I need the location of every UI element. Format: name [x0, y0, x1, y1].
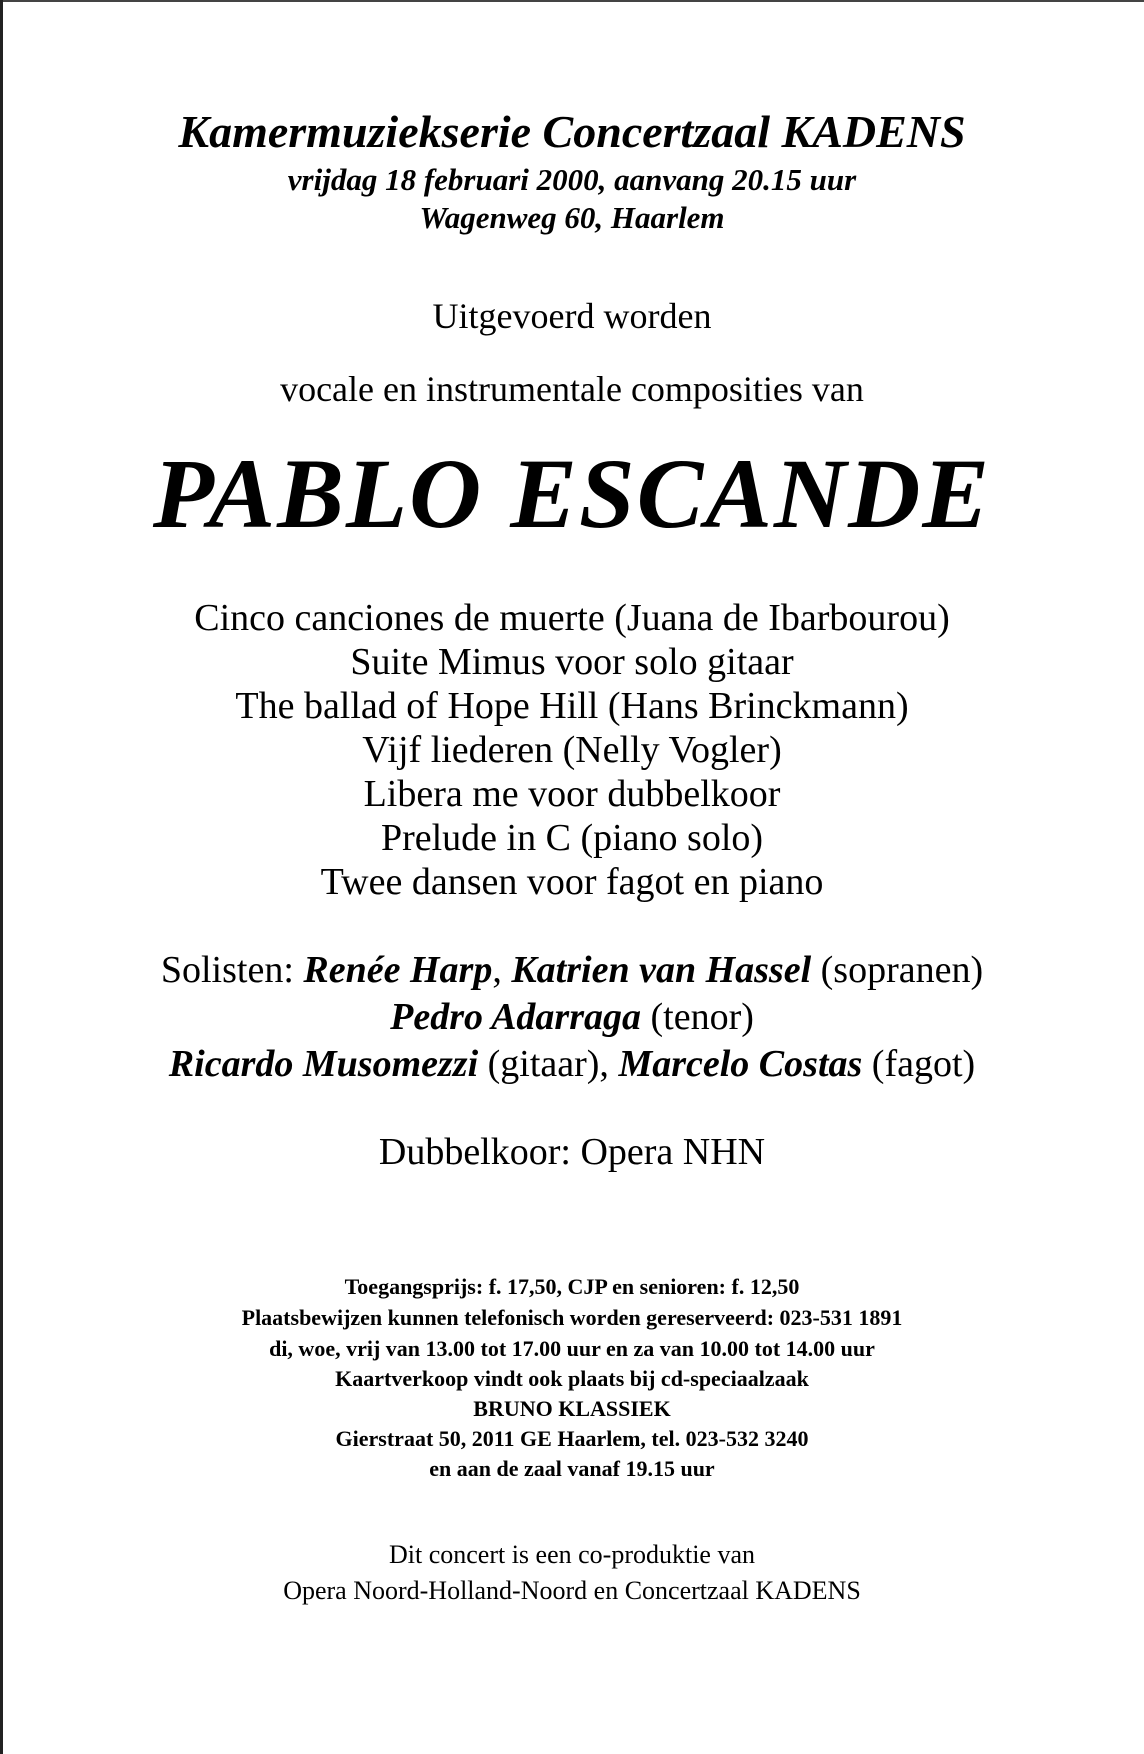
soloist-role: (tenor): [650, 996, 754, 1038]
work-item: Vijf liederen (Nelly Vogler): [362, 729, 782, 771]
series-title: Kamermuziekserie Concertzaal KADENS: [178, 106, 966, 157]
composer-name: PABLO ESCANDE: [152, 438, 992, 549]
work-item: Cinco canciones de muerte (Juana de Ibarbourou): [194, 597, 950, 639]
soloists-line-2: [0, 995, 1144, 1039]
soloist-role: (sopranen): [820, 949, 984, 991]
soloist-name: Katrien van Hassel: [511, 949, 812, 991]
ticket-info-line: Gierstraat 50, 2011 GE Haarlem, tel. 023-532 3240: [335, 1426, 809, 1451]
ticket-info-line: Plaatsbewijzen kunnen telefonisch worden gereserveerd: 023-531 1891: [241, 1305, 903, 1330]
intro-line-1: Uitgevoerd worden: [432, 296, 712, 336]
venue-address: Wagenweg 60, Haarlem: [419, 200, 725, 235]
work-item: Prelude in C (piano solo): [380, 817, 764, 859]
soloist-name: Marcelo Costas: [618, 1043, 863, 1085]
ticket-info-line: en aan de zaal vanaf 19.15 uur: [429, 1456, 715, 1481]
soloist-name: Pedro Adarraga: [390, 996, 641, 1038]
ticket-info-line: di, woe, vrij van 13.00 tot 17.00 uur en za van 10.00 tot 14.00 uur: [269, 1336, 875, 1361]
soloist-role: (gitaar),: [487, 1043, 609, 1085]
soloists-line-3: [0, 1042, 1144, 1086]
soloist-name: Ricardo Musomezzi: [168, 1043, 479, 1085]
soloists-label: Solisten:: [160, 949, 294, 991]
work-item: Twee dansen voor fagot en piano: [320, 861, 824, 903]
work-item: Suite Mimus voor solo gitaar: [350, 641, 794, 683]
work-item: The ballad of Hope Hill (Hans Brinckmann): [235, 685, 909, 727]
work-item: Libera me voor dubbelkoor: [363, 773, 781, 815]
choir-line: Dubbelkoor: Opera NHN: [378, 1131, 766, 1173]
soloist-name: Renée Harp: [303, 949, 493, 991]
ticket-info-line: BRUNO KLASSIEK: [473, 1396, 671, 1421]
coproduction-line-2: Opera Noord-Holland-Noord en Concertzaal KADENS: [283, 1576, 861, 1605]
soloist-separator: ,: [492, 949, 502, 991]
soloists-line-1: [0, 948, 1144, 992]
soloist-role: (fagot): [871, 1043, 976, 1085]
ticket-info-line: Kaartverkoop vindt ook plaats bij cd-speciaalzaak: [335, 1366, 809, 1391]
intro-line-2: vocale en instrumentale composities van: [280, 369, 864, 409]
coproduction-line-1: Dit concert is een co-produktie van: [388, 1540, 756, 1569]
ticket-info-line: Toegangsprijs: f. 17,50, CJP en senioren: f. 12,50: [344, 1274, 800, 1299]
date-time: vrijdag 18 februari 2000, aanvang 20.15 uur: [287, 162, 857, 197]
